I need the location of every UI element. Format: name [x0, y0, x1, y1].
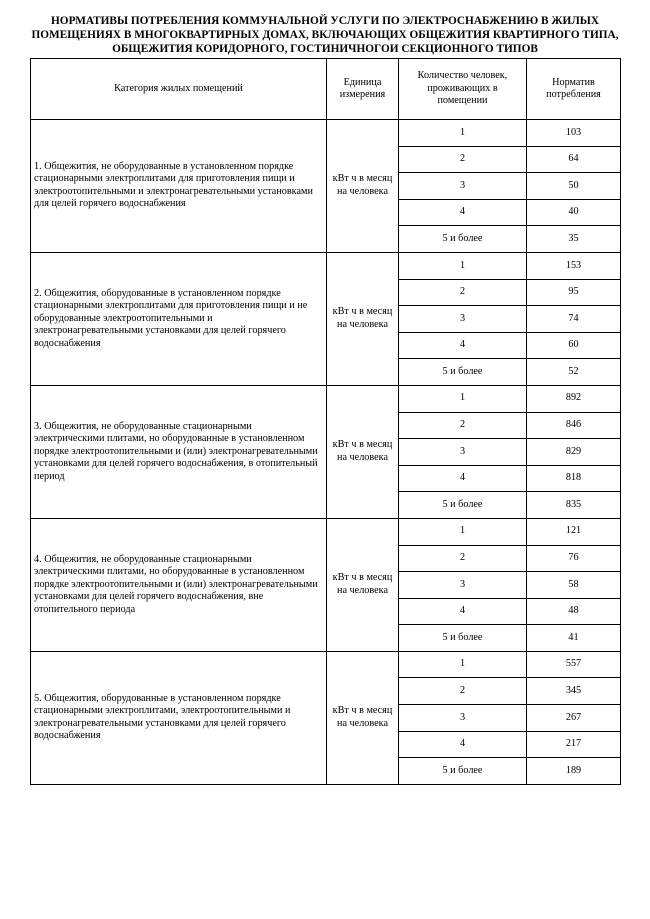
- norm-value-cell: 835: [527, 492, 621, 519]
- norm-value-cell: 95: [527, 279, 621, 306]
- norm-value-cell: 76: [527, 545, 621, 572]
- norm-value-cell: 74: [527, 306, 621, 333]
- norm-value-cell: 60: [527, 332, 621, 359]
- people-cell: 4: [399, 332, 527, 359]
- norm-value-cell: 121: [527, 518, 621, 545]
- people-cell: 5 и более: [399, 758, 527, 785]
- people-cell: 1: [399, 120, 527, 147]
- people-cell: 1: [399, 252, 527, 279]
- people-cell: 5 и более: [399, 359, 527, 386]
- people-cell: 3: [399, 572, 527, 599]
- norm-value-cell: 58: [527, 572, 621, 599]
- people-cell: 5 и более: [399, 226, 527, 253]
- norms-table: [30, 58, 621, 785]
- norm-value-cell: 103: [527, 120, 621, 147]
- category-cell: 1. Общежития, не оборудованные в установленном порядке стационарными электроплитами для приготовления пищи и электроотопительными и электронагревательными установками для целей горячего водоснабжения: [31, 120, 327, 253]
- header-norm: Норматив потребления: [527, 59, 621, 120]
- people-cell: 4: [399, 598, 527, 625]
- people-cell: 4: [399, 465, 527, 492]
- category-cell: 5. Общежития, оборудованные в установленном порядке стационарными электроплитами, электроотопительными и электронагревательными установками для целей горячего водоснабжения: [31, 651, 327, 784]
- people-cell: 1: [399, 385, 527, 412]
- norm-value-cell: 818: [527, 465, 621, 492]
- unit-cell: кВт ч в месяц на человека: [327, 518, 399, 651]
- header-category: Категория жилых помещений: [31, 59, 327, 120]
- people-cell: 1: [399, 651, 527, 678]
- norm-value-cell: 557: [527, 651, 621, 678]
- people-cell: 2: [399, 678, 527, 705]
- people-cell: 2: [399, 545, 527, 572]
- unit-cell: кВт ч в месяц на человека: [327, 120, 399, 253]
- header-unit: Единица измерения: [327, 59, 399, 120]
- norm-value-cell: 52: [527, 359, 621, 386]
- norm-value-cell: 40: [527, 199, 621, 226]
- table-row: [31, 385, 621, 412]
- table-row: [31, 252, 621, 279]
- norm-value-cell: 267: [527, 705, 621, 732]
- norm-value-cell: 829: [527, 439, 621, 466]
- norm-value-cell: 892: [527, 385, 621, 412]
- people-cell: 1: [399, 518, 527, 545]
- header-row: [31, 59, 621, 120]
- norm-value-cell: 846: [527, 412, 621, 439]
- category-cell: 4. Общежития, не оборудованные стационарными электрическими плитами, но оборудованные в установленном порядке электроотопительными и (или) электронагревательными установками для целей горячего водоснабжения, вне отопительного периода: [31, 518, 327, 651]
- norm-value-cell: 217: [527, 731, 621, 758]
- category-cell: 2. Общежития, оборудованные в установленном порядке стационарными электроплитами для приготовления пищи и не оборудованные электроотопительными и электронагревательными установками для целей горячего водоснабжения: [31, 252, 327, 385]
- norm-value-cell: 345: [527, 678, 621, 705]
- people-cell: 2: [399, 412, 527, 439]
- norm-value-cell: 153: [527, 252, 621, 279]
- people-cell: 4: [399, 731, 527, 758]
- people-cell: 2: [399, 146, 527, 173]
- people-cell: 5 и более: [399, 625, 527, 652]
- table-row: [31, 651, 621, 678]
- people-cell: 3: [399, 306, 527, 333]
- header-people: Количество человек, проживающих в помещении: [399, 59, 527, 120]
- people-cell: 3: [399, 705, 527, 732]
- people-cell: 3: [399, 173, 527, 200]
- document-title: НОРМАТИВЫ ПОТРЕБЛЕНИЯ КОММУНАЛЬНОЙ УСЛУГИ ПО ЭЛЕКТРОСНАБЖЕНИЮ В ЖИЛЫХ ПОМЕЩЕНИЯХ В МНОГОКВАРТИРНЫХ ДОМАХ, ВКЛЮЧАЮЩИХ ОБЩЕЖИТИЯ КВАРТИРНОГО ТИПА, ОБЩЕЖИТИЯ КОРИДОРНОГО, ГОСТИНИЧНОГОИ СЕКЦИОННОГО ТИПОВ: [31, 15, 619, 55]
- people-cell: 3: [399, 439, 527, 466]
- unit-cell: кВт ч в месяц на человека: [327, 651, 399, 784]
- norm-value-cell: 41: [527, 625, 621, 652]
- table-row: [31, 518, 621, 545]
- norm-value-cell: 35: [527, 226, 621, 253]
- norm-value-cell: 189: [527, 758, 621, 785]
- norm-value-cell: 50: [527, 173, 621, 200]
- norm-value-cell: 48: [527, 598, 621, 625]
- table-row: [31, 120, 621, 147]
- norm-value-cell: 64: [527, 146, 621, 173]
- unit-cell: кВт ч в месяц на человека: [327, 252, 399, 385]
- people-cell: 5 и более: [399, 492, 527, 519]
- people-cell: 4: [399, 199, 527, 226]
- people-cell: 2: [399, 279, 527, 306]
- category-cell: 3. Общежития, не оборудованные стационарными электрическими плитами, но оборудованные в установленном порядке электроотопительными и (или) электронагревательными установками для целей горячего водоснабжения, в отопительный период: [31, 385, 327, 518]
- unit-cell: кВт ч в месяц на человека: [327, 385, 399, 518]
